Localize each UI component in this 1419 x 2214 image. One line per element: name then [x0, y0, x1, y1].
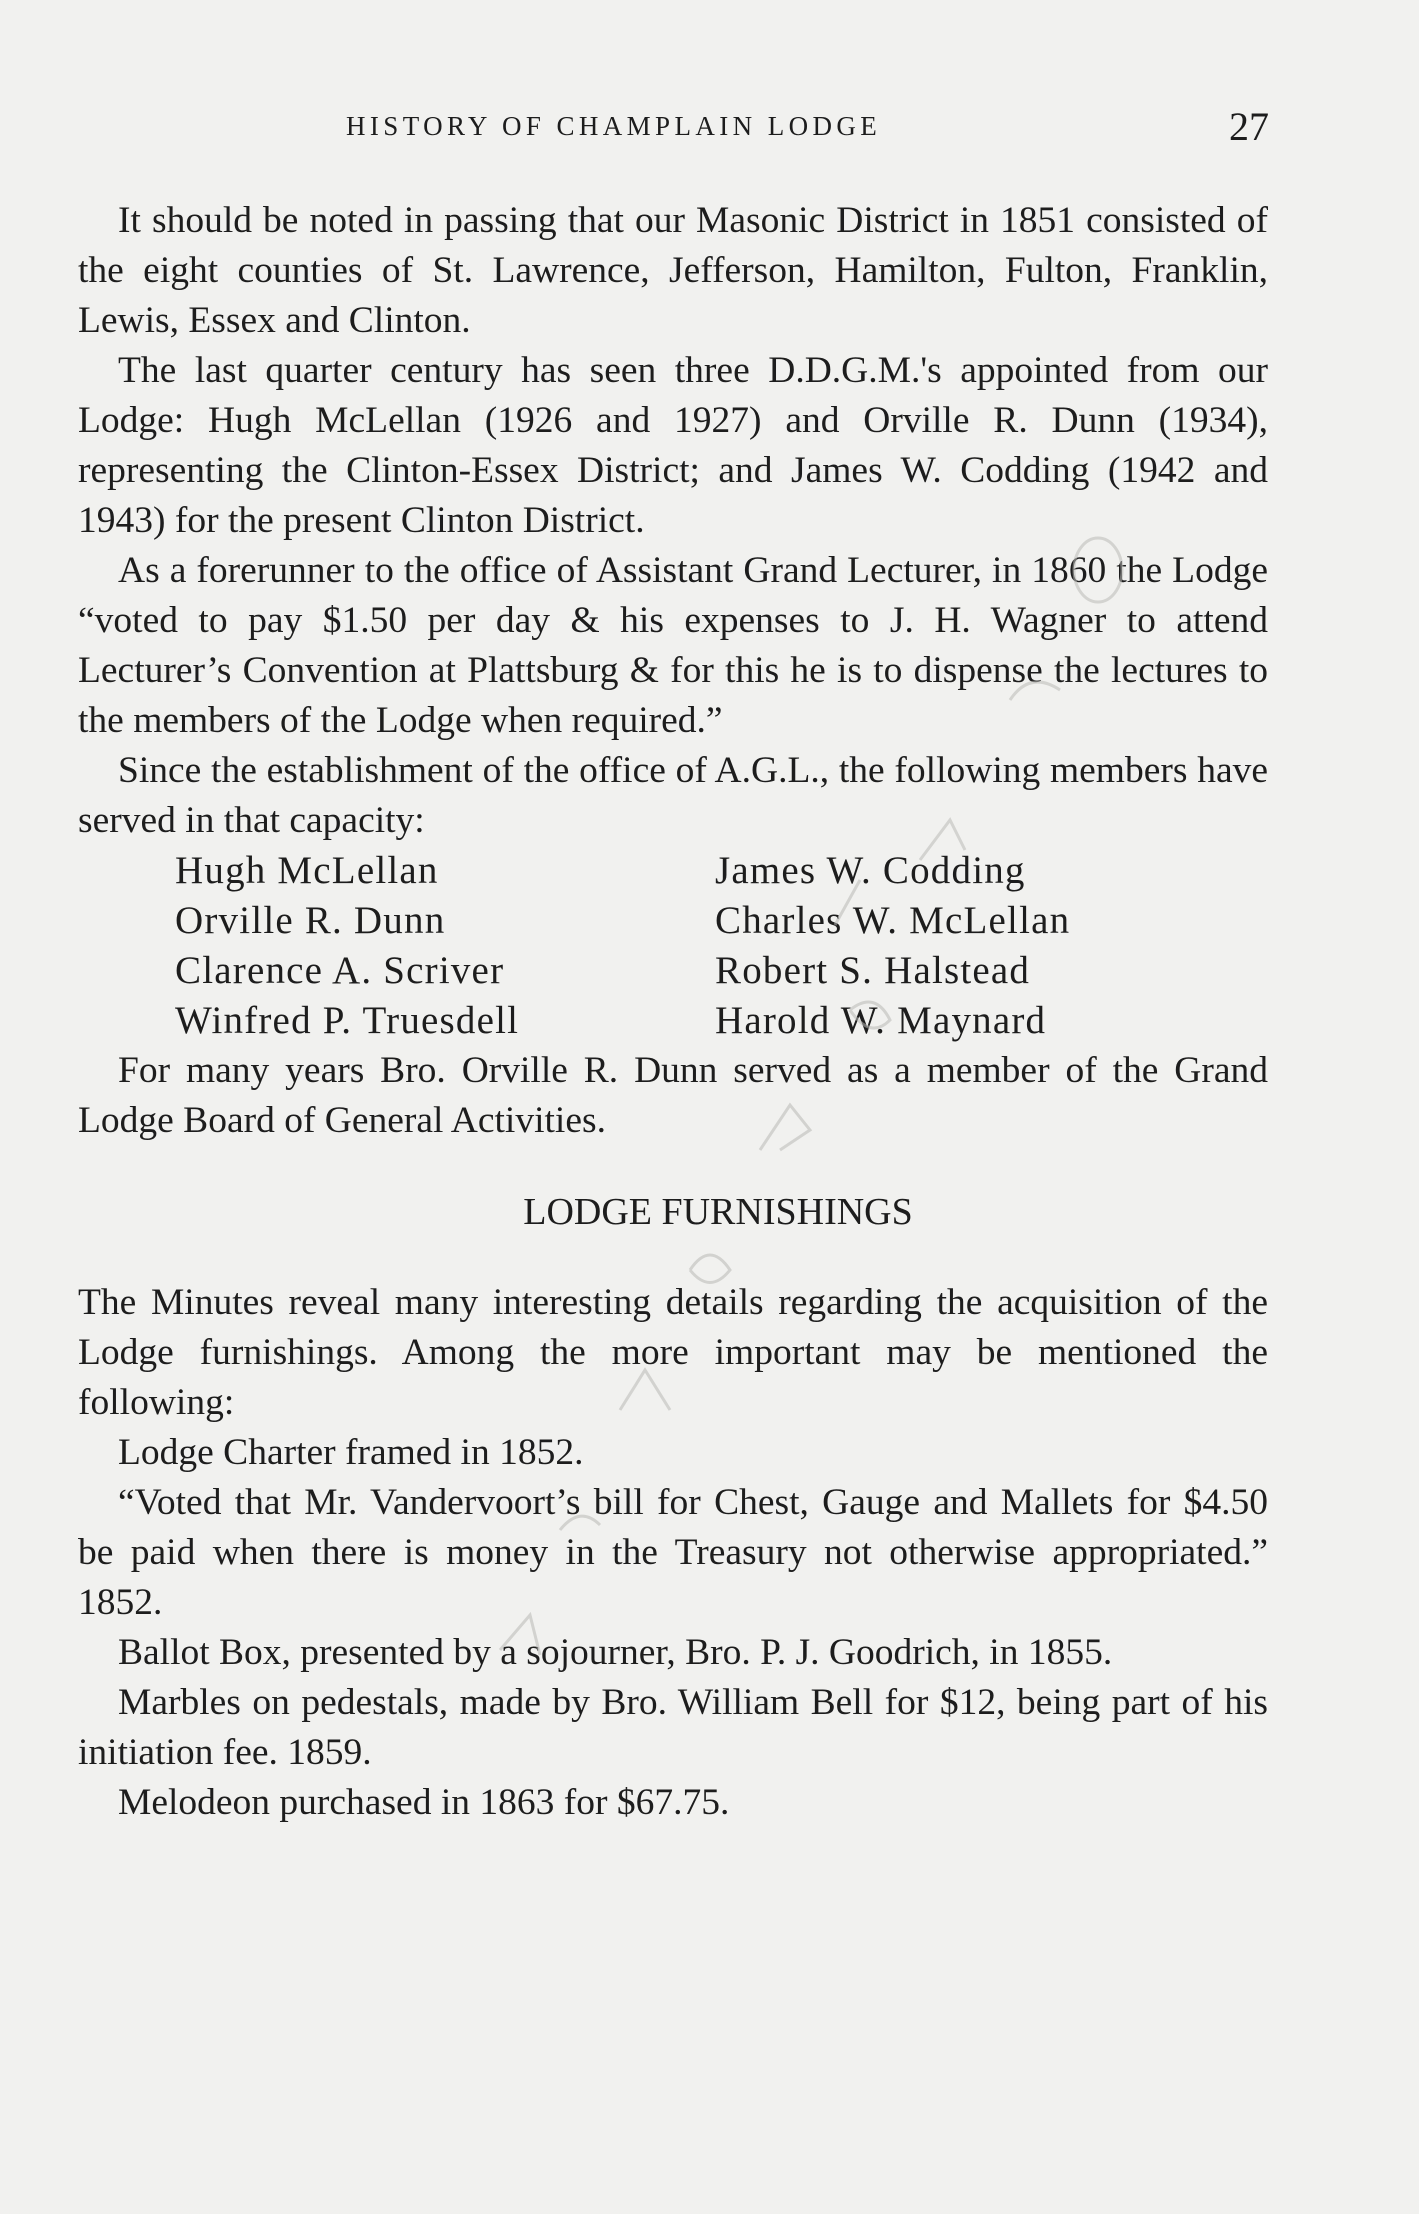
member-name: Charles W. McLellan [715, 899, 1071, 942]
page-body [78, 196, 1268, 1828]
member-name: Orville R. Dunn [175, 899, 446, 942]
member-name: Robert S. Halstead [715, 949, 1031, 992]
page-number: 27 [1229, 104, 1269, 149]
paragraph-ddgm-appointments: The last quarter century has seen three D.D.G.M.'s appointed from our Lodge: Hugh McLellan (1926 and 1927) and Orville R. Dunn (1934), representing the Clinton-Essex District; and James W. Codding (1942 and 1943) for the present Clinton District. [78, 350, 1268, 541]
member-name: Winfred P. Truesdell [175, 999, 520, 1042]
running-head [0, 104, 1419, 149]
paragraph-masonic-district: It should be noted in passing that our Masonic District in 1851 consisted of the eight counties of St. Lawrence, Jefferson, Hamilton, Fulton, Franklin, Lewis, Essex and Clinton. [78, 200, 1268, 341]
paragraph-assistant-grand-lecturer: As a forerunner to the office of Assistant Grand Lecturer, in 1860 the Lodge “voted to pay $1.50 per day & his expenses to J. H. Wagner to attend Lecturer’s Convention at Plattsburg & for this he is to dispense the lectures to the members of the Lodge when required.” [78, 550, 1268, 741]
furnishing-item: Marbles on pedestals, made by Bro. William Bell for $12, being part of his initiation fee. 1859. [78, 1682, 1268, 1773]
member-name: Clarence A. Scriver [175, 949, 505, 992]
agl-member-list [175, 846, 1268, 1046]
paragraph-furnishings-intro: The Minutes reveal many interesting details regarding the acquisition of the Lodge furnishings. Among the more important may be mentioned the following: [78, 1282, 1268, 1423]
member-name: Harold W. Maynard [715, 999, 1047, 1042]
furnishing-item: Lodge Charter framed in 1852. [118, 1432, 584, 1473]
paragraph-agl-intro: Since the establishment of the office of A.G.L., the following members have served in that capacity: [78, 750, 1268, 841]
running-title: HISTORY OF CHAMPLAIN LODGE [346, 111, 882, 141]
furnishing-item: Melodeon purchased in 1863 for $67.75. [118, 1782, 730, 1823]
section-heading: LODGE FURNISHINGS [523, 1191, 913, 1233]
member-name: Hugh McLellan [175, 849, 439, 892]
paragraph-board-service: For many years Bro. Orville R. Dunn served as a member of the Grand Lodge Board of General Activities. [78, 1050, 1268, 1141]
member-name: James W. Codding [715, 849, 1026, 892]
furnishing-item: Ballot Box, presented by a sojourner, Bro. P. J. Goodrich, in 1855. [118, 1632, 1113, 1673]
furnishing-item: “Voted that Mr. Vandervoort’s bill for Chest, Gauge and Mallets for $4.50 be paid when there is money in the Treasury not otherwise appropriated.” 1852. [78, 1482, 1268, 1623]
